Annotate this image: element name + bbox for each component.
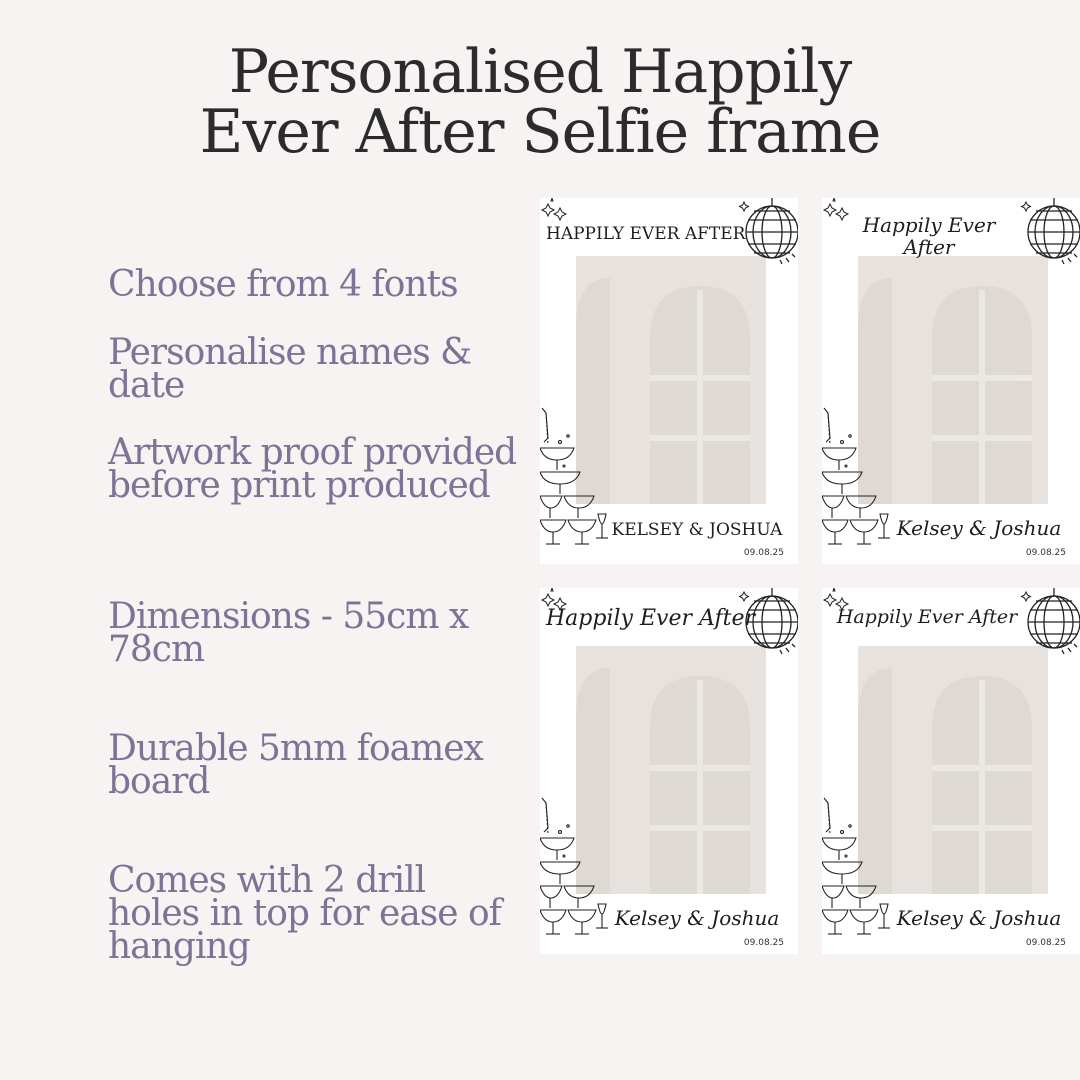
- frame-option-3: [540, 588, 798, 954]
- page-title-line-2: Ever After Selfie frame: [199, 97, 881, 167]
- frame-date: 09.08.25: [1025, 548, 1066, 558]
- feature-artwork-proof: Artwork proof provided before print produced: [108, 432, 517, 506]
- frame-date: 09.08.25: [1025, 938, 1066, 948]
- feature-fonts: Choose from 4 fonts: [108, 264, 458, 305]
- frame-date: 09.08.25: [743, 938, 784, 948]
- frame-artwork: [822, 588, 1080, 954]
- frame-heading: Happily Ever After: [862, 213, 996, 259]
- frame-names: Kelsey & Joshua: [614, 906, 780, 930]
- frame-names: KELSEY & JOSHUA: [611, 520, 783, 540]
- frame-date: 09.08.25: [743, 548, 784, 558]
- frame-heading: Happily Ever After: [546, 606, 755, 631]
- frame-heading: Happily Ever After: [836, 606, 1018, 628]
- feature-personalise: Personalise names & date: [108, 332, 472, 406]
- frame-option-2: [822, 198, 1080, 564]
- frame-names: Kelsey & Joshua: [896, 516, 1062, 540]
- page-title: [0, 37, 1080, 167]
- feature-drill-holes: Comes with 2 drill holes in top for ease of hanging: [108, 860, 502, 967]
- frame-artwork: [540, 198, 798, 564]
- frame-heading: HAPPILY EVER AFTER: [546, 224, 746, 244]
- frame-names: Kelsey & Joshua: [896, 906, 1062, 930]
- frame-option-1: [540, 198, 798, 564]
- feature-material: Durable 5mm foamex board: [108, 728, 483, 802]
- feature-dimensions: Dimensions - 55cm x 78cm: [108, 596, 469, 670]
- frame-option-4: [822, 588, 1080, 954]
- frame-artwork: [540, 588, 798, 954]
- page-title-line-1: Personalised Happily: [228, 37, 852, 107]
